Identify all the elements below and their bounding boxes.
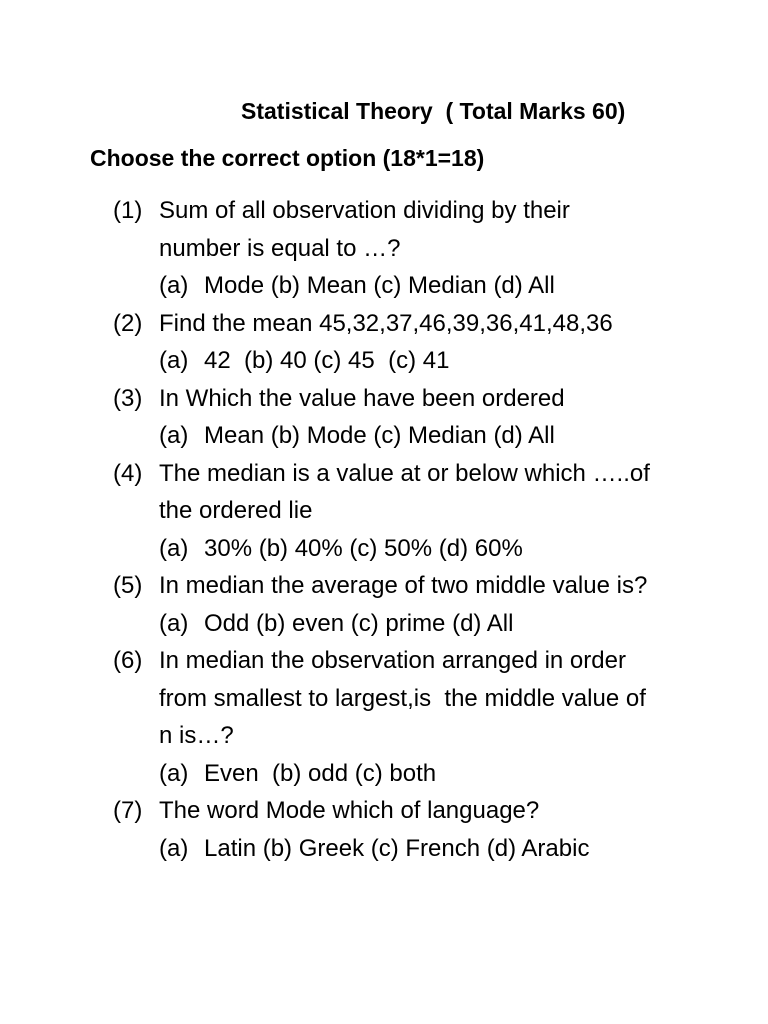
question-text: the ordered lie: [159, 497, 313, 524]
question-text: number is equal to …?: [159, 234, 401, 262]
question-2: [113, 305, 733, 380]
question-options: Latin (b) Greek (c) French (d) Arabic: [204, 834, 590, 862]
option-label: (a): [159, 347, 189, 374]
question-text: from smallest to largest,is the middle value of: [159, 684, 646, 712]
question-text: n is…?: [159, 722, 234, 749]
question-text: In median the average of two middle value is?: [159, 572, 648, 599]
question-number: (5): [113, 572, 143, 599]
question-number: (6): [113, 647, 143, 674]
option-label: (a): [159, 422, 189, 449]
option-label: (a): [159, 609, 189, 637]
question-number: (7): [113, 797, 143, 824]
question-options: Odd (b) even (c) prime (d) All: [204, 609, 514, 637]
option-label: (a): [159, 759, 189, 787]
section-instruction: Choose the correct option (18*1=18): [90, 145, 485, 171]
question-number: (4): [113, 459, 143, 487]
question-text: The word Mode which of language?: [159, 797, 540, 824]
question-options: Even (b) odd (c) both: [204, 759, 437, 787]
question-text: The median is a value at or below which …..of: [159, 459, 650, 487]
option-label: (a): [159, 272, 189, 299]
question-4: [113, 455, 733, 568]
question-7: [113, 792, 733, 867]
question-text: In Which the value have been ordered: [159, 384, 565, 412]
question-1: [113, 192, 733, 305]
question-3: [113, 380, 733, 455]
question-number: (2): [113, 309, 143, 337]
question-number: (3): [113, 384, 143, 412]
option-label: (a): [159, 534, 189, 562]
question-5: [113, 567, 733, 642]
question-text: In median the observation arranged in order: [159, 647, 626, 674]
question-text: Find the mean 45,32,37,46,39,36,41,48,36: [159, 309, 613, 337]
question-options: 30% (b) 40% (c) 50% (d) 60%: [204, 534, 523, 562]
option-label: (a): [159, 834, 189, 862]
question-number: (1): [113, 197, 143, 224]
question-options: 42 (b) 40 (c) 45 (c) 41: [204, 347, 450, 374]
page-title: Statistical Theory ( Total Marks 60): [241, 98, 626, 124]
question-options: Mean (b) Mode (c) Median (d) All: [204, 422, 555, 449]
question-list: [113, 192, 733, 867]
question-options: Mode (b) Mean (c) Median (d) All: [204, 272, 555, 299]
question-text: Sum of all observation dividing by their: [159, 197, 570, 224]
question-6: [113, 642, 733, 792]
